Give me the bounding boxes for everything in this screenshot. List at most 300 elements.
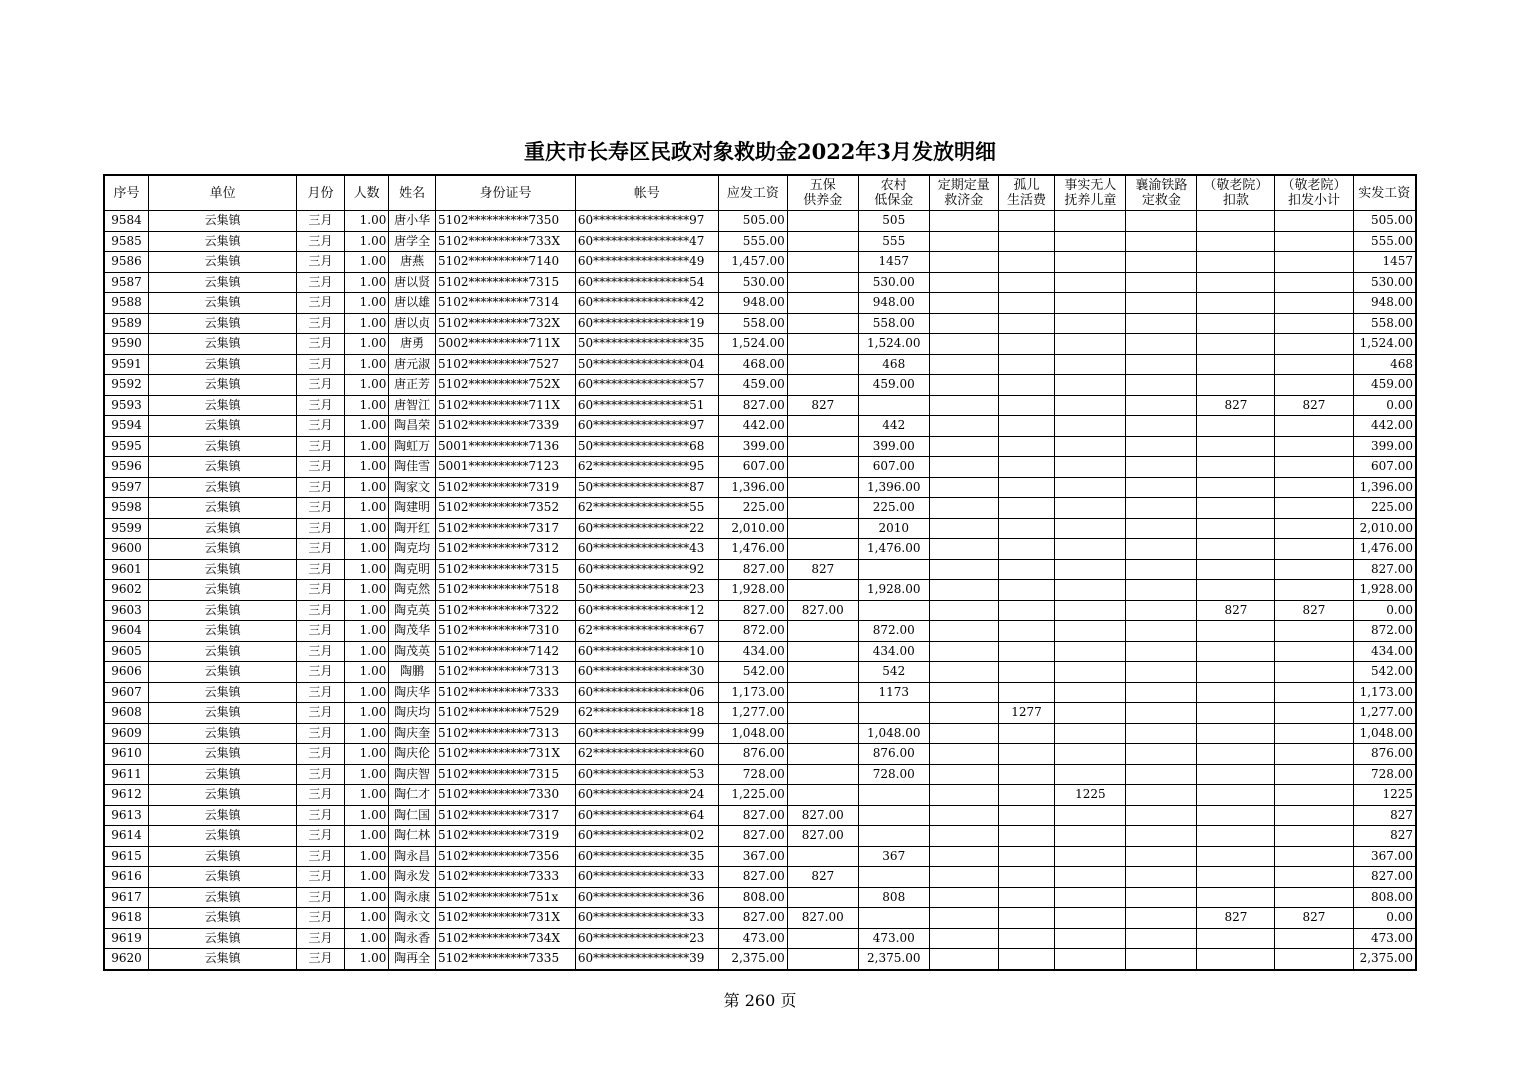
table-cell [929, 231, 998, 252]
table-cell: 9610 [104, 744, 149, 765]
table-cell: 1.00 [344, 559, 389, 580]
table-cell: 555.00 [718, 231, 787, 252]
table-cell: 1,173.00 [1353, 682, 1416, 703]
table-cell: 876.00 [1353, 744, 1416, 765]
table-cell [929, 436, 998, 457]
table-row [104, 293, 1416, 314]
table-cell [858, 785, 929, 806]
table-cell: 728.00 [718, 764, 787, 785]
table-cell [1197, 826, 1275, 847]
table-cell [1197, 928, 1275, 949]
table-cell: 60****************35 [575, 846, 718, 867]
table-cell: 60****************64 [575, 805, 718, 826]
table-cell [1126, 231, 1197, 252]
table-cell: 827 [1197, 600, 1275, 621]
table-cell: 1,524.00 [1353, 334, 1416, 355]
table-cell [998, 477, 1055, 498]
table-cell: 50****************35 [575, 334, 718, 355]
table-cell: 三月 [297, 641, 345, 662]
table-cell: 1,173.00 [718, 682, 787, 703]
table-cell [998, 395, 1055, 416]
table-row [104, 682, 1416, 703]
table-cell: 1,457.00 [718, 252, 787, 273]
table-cell: 555.00 [1353, 231, 1416, 252]
table-row [104, 621, 1416, 642]
table-cell: 陶建明 [389, 498, 436, 519]
table-cell: 225.00 [1353, 498, 1416, 519]
table-row [104, 785, 1416, 806]
table-cell: 1225 [1055, 785, 1126, 806]
table-cell [1055, 395, 1126, 416]
table-cell: 60****************19 [575, 313, 718, 334]
table-cell [1197, 518, 1275, 539]
table-cell [1126, 703, 1197, 724]
table-cell [1126, 867, 1197, 888]
table-cell [787, 621, 858, 642]
table-cell [1055, 375, 1126, 396]
table-cell [787, 231, 858, 252]
table-cell [1055, 293, 1126, 314]
table-cell [1055, 211, 1126, 232]
table-cell [929, 416, 998, 437]
table-cell [787, 744, 858, 765]
table-cell: 5102**********732X [436, 313, 576, 334]
table-cell: 827 [1275, 600, 1353, 621]
table-cell [1275, 723, 1353, 744]
table-cell [929, 477, 998, 498]
document-title: 重庆市长寿区民政对象救助金2022年3月发放明细 [523, 139, 997, 164]
table-cell: 530.00 [858, 272, 929, 293]
table-cell [929, 518, 998, 539]
table-cell: 云集镇 [149, 252, 297, 273]
table-cell: 云集镇 [149, 908, 297, 929]
table-cell [929, 600, 998, 621]
table-cell [1055, 518, 1126, 539]
table-cell [858, 559, 929, 580]
table-cell: 9606 [104, 662, 149, 683]
table-cell [1275, 436, 1353, 457]
table-cell: 5102**********7314 [436, 293, 576, 314]
table-cell [1197, 723, 1275, 744]
table-cell: 云集镇 [149, 293, 297, 314]
table-cell: 876.00 [718, 744, 787, 765]
table-row [104, 764, 1416, 785]
table-cell: 225.00 [858, 498, 929, 519]
table-cell [787, 682, 858, 703]
table-cell: 2,010.00 [718, 518, 787, 539]
table-cell [1055, 498, 1126, 519]
table-cell [1275, 559, 1353, 580]
table-cell: 9591 [104, 354, 149, 375]
table-cell: 三月 [297, 231, 345, 252]
table-cell [787, 354, 858, 375]
table-cell: 473.00 [1353, 928, 1416, 949]
table-cell: 62****************18 [575, 703, 718, 724]
table-cell: 872.00 [858, 621, 929, 642]
table-cell [1275, 252, 1353, 273]
table-cell: 陶鹏 [389, 662, 436, 683]
table-header-row [104, 175, 1416, 211]
table-cell [1275, 293, 1353, 314]
table-cell: 陶佳雪 [389, 457, 436, 478]
table-cell [1126, 908, 1197, 929]
table-cell [787, 928, 858, 949]
table-cell [787, 457, 858, 478]
table-cell: 唐元淑 [389, 354, 436, 375]
table-row [104, 723, 1416, 744]
table-cell [1055, 703, 1126, 724]
table-cell: 468 [858, 354, 929, 375]
table-cell: 5102**********7317 [436, 805, 576, 826]
table-cell [998, 211, 1055, 232]
column-header: 五保 供养金 [787, 175, 858, 211]
table-cell: 陶仁林 [389, 826, 436, 847]
table-cell [1275, 313, 1353, 334]
table-cell [1126, 498, 1197, 519]
table-cell: 1,225.00 [718, 785, 787, 806]
table-cell [998, 887, 1055, 908]
table-cell [787, 313, 858, 334]
table-cell: 三月 [297, 846, 345, 867]
table-row [104, 457, 1416, 478]
table-cell: 0.00 [1353, 395, 1416, 416]
table-cell [1197, 293, 1275, 314]
table-cell: 827.00 [718, 805, 787, 826]
table-cell [1126, 887, 1197, 908]
table-cell: 5102**********7333 [436, 682, 576, 703]
table-cell [1126, 395, 1197, 416]
table-cell [1126, 354, 1197, 375]
table-cell [1275, 703, 1353, 724]
table-cell: 9611 [104, 764, 149, 785]
table-cell: 5102**********7310 [436, 621, 576, 642]
table-cell [1197, 621, 1275, 642]
table-cell [1197, 354, 1275, 375]
table-cell: 62****************55 [575, 498, 718, 519]
table-cell [1126, 334, 1197, 355]
table-cell: 1,928.00 [858, 580, 929, 601]
table-cell [787, 764, 858, 785]
table-cell: 云集镇 [149, 744, 297, 765]
table-cell: 827.00 [1353, 867, 1416, 888]
table-cell [1126, 477, 1197, 498]
table-cell: 唐学全 [389, 231, 436, 252]
table-cell: 5102**********7352 [436, 498, 576, 519]
table-cell [787, 477, 858, 498]
table-cell: 云集镇 [149, 559, 297, 580]
table-cell [1055, 436, 1126, 457]
table-cell: 1,524.00 [718, 334, 787, 355]
table-cell [998, 908, 1055, 929]
table-cell: 607.00 [718, 457, 787, 478]
table-cell: 434.00 [718, 641, 787, 662]
table-cell: 云集镇 [149, 682, 297, 703]
table-cell: 9616 [104, 867, 149, 888]
table-cell [1197, 641, 1275, 662]
table-cell: 9586 [104, 252, 149, 273]
table-cell: 9587 [104, 272, 149, 293]
table-cell [929, 580, 998, 601]
table-cell: 1.00 [344, 600, 389, 621]
table-cell: 1.00 [344, 395, 389, 416]
table-cell: 1.00 [344, 211, 389, 232]
table-cell [1197, 744, 1275, 765]
table-cell [1055, 744, 1126, 765]
table-cell [858, 908, 929, 929]
table-cell [1275, 785, 1353, 806]
table-cell [1197, 539, 1275, 560]
table-cell [1197, 457, 1275, 478]
table-cell: 1.00 [344, 252, 389, 273]
table-cell: 1.00 [344, 764, 389, 785]
table-cell: 434.00 [1353, 641, 1416, 662]
table-cell: 459.00 [1353, 375, 1416, 396]
table-cell: 5102**********7529 [436, 703, 576, 724]
table-cell: 三月 [297, 457, 345, 478]
table-cell [1055, 477, 1126, 498]
column-header: （敬老院） 扣发小计 [1275, 175, 1353, 211]
table-cell [1197, 846, 1275, 867]
table-cell [929, 908, 998, 929]
table-cell: 三月 [297, 416, 345, 437]
table-cell [858, 805, 929, 826]
table-cell: 542.00 [718, 662, 787, 683]
table-cell [929, 539, 998, 560]
table-cell: 5102**********751x [436, 887, 576, 908]
column-header: 襄渝铁路 定救金 [1126, 175, 1197, 211]
table-cell [998, 436, 1055, 457]
table-cell [1055, 846, 1126, 867]
table-cell: 5102**********7312 [436, 539, 576, 560]
table-cell [1275, 764, 1353, 785]
table-cell: 1.00 [344, 703, 389, 724]
table-cell [998, 580, 1055, 601]
table-cell [1055, 272, 1126, 293]
table-row [104, 703, 1416, 724]
table-cell: 唐正芳 [389, 375, 436, 396]
table-row [104, 846, 1416, 867]
table-row [104, 580, 1416, 601]
table-cell: 5102**********7317 [436, 518, 576, 539]
table-cell [1197, 375, 1275, 396]
table-cell [787, 703, 858, 724]
table-cell: 1225 [1353, 785, 1416, 806]
table-cell: 5102**********7350 [436, 211, 576, 232]
table-cell: 468.00 [718, 354, 787, 375]
table-cell: 1.00 [344, 580, 389, 601]
table-cell [1275, 539, 1353, 560]
table-cell [787, 846, 858, 867]
table-cell: 0.00 [1353, 908, 1416, 929]
column-header: 定期定量 救济金 [929, 175, 998, 211]
table-cell [1126, 785, 1197, 806]
table-cell [929, 723, 998, 744]
table-row [104, 908, 1416, 929]
table-cell [929, 764, 998, 785]
table-cell [1055, 559, 1126, 580]
table-cell: 60****************12 [575, 600, 718, 621]
table-cell [998, 805, 1055, 826]
table-cell: 三月 [297, 928, 345, 949]
table-cell [1275, 949, 1353, 970]
table-cell: 云集镇 [149, 764, 297, 785]
table-cell: 827.00 [787, 600, 858, 621]
table-cell [1197, 785, 1275, 806]
table-row [104, 334, 1416, 355]
table-row [104, 662, 1416, 683]
table-row [104, 231, 1416, 252]
table-cell: 三月 [297, 744, 345, 765]
table-cell [929, 293, 998, 314]
table-cell: 728.00 [1353, 764, 1416, 785]
table-cell [929, 395, 998, 416]
table-cell [1055, 457, 1126, 478]
table-cell [1275, 231, 1353, 252]
table-cell [1197, 477, 1275, 498]
table-cell: 三月 [297, 293, 345, 314]
table-cell: 9592 [104, 375, 149, 396]
table-cell: 5102**********7322 [436, 600, 576, 621]
table-cell: 云集镇 [149, 723, 297, 744]
table-cell: 三月 [297, 682, 345, 703]
table-cell: 陶克英 [389, 600, 436, 621]
table-cell [787, 518, 858, 539]
table-cell: 9601 [104, 559, 149, 580]
table-cell: 三月 [297, 272, 345, 293]
table-cell [998, 600, 1055, 621]
table-cell: 1.00 [344, 334, 389, 355]
table-cell: 9604 [104, 621, 149, 642]
table-cell [1126, 211, 1197, 232]
table-cell: 三月 [297, 498, 345, 519]
table-cell: 9617 [104, 887, 149, 908]
table-cell [1197, 436, 1275, 457]
table-cell [998, 375, 1055, 396]
table-cell: 60****************06 [575, 682, 718, 703]
table-cell: 225.00 [718, 498, 787, 519]
table-cell: 62****************95 [575, 457, 718, 478]
table-cell: 5102**********752X [436, 375, 576, 396]
column-header: 月份 [297, 175, 345, 211]
table-cell: 云集镇 [149, 395, 297, 416]
table-cell: 9596 [104, 457, 149, 478]
column-header: 单位 [149, 175, 297, 211]
table-cell [1126, 580, 1197, 601]
table-cell [998, 272, 1055, 293]
table-cell: 9594 [104, 416, 149, 437]
table-cell: 云集镇 [149, 416, 297, 437]
table-row [104, 211, 1416, 232]
table-cell [1275, 272, 1353, 293]
table-cell: 50****************23 [575, 580, 718, 601]
table-cell: 948.00 [858, 293, 929, 314]
table-cell: 陶克明 [389, 559, 436, 580]
table-cell: 云集镇 [149, 600, 297, 621]
column-header: 孤儿 生活费 [998, 175, 1055, 211]
table-cell [998, 518, 1055, 539]
table-cell: 9585 [104, 231, 149, 252]
table-row [104, 272, 1416, 293]
table-cell: 三月 [297, 826, 345, 847]
table-cell: 三月 [297, 375, 345, 396]
table-cell [929, 785, 998, 806]
table-cell: 1.00 [344, 662, 389, 683]
table-cell: 唐以贤 [389, 272, 436, 293]
table-cell [787, 641, 858, 662]
table-cell: 505.00 [1353, 211, 1416, 232]
column-header: 人数 [344, 175, 389, 211]
table-cell [998, 559, 1055, 580]
table-cell: 1.00 [344, 908, 389, 929]
table-cell [1055, 539, 1126, 560]
table-cell [1055, 908, 1126, 929]
table-cell: 5102**********7518 [436, 580, 576, 601]
table-row [104, 887, 1416, 908]
table-cell [1055, 641, 1126, 662]
table-cell: 459.00 [718, 375, 787, 396]
table-cell: 5102**********7333 [436, 867, 576, 888]
table-cell: 唐小华 [389, 211, 436, 232]
table-cell [1197, 334, 1275, 355]
table-cell: 三月 [297, 805, 345, 826]
table-cell: 60****************53 [575, 764, 718, 785]
table-cell: 827.00 [787, 805, 858, 826]
table-cell [1197, 867, 1275, 888]
table-cell: 2,375.00 [718, 949, 787, 970]
table-cell [1055, 928, 1126, 949]
table-cell: 367.00 [1353, 846, 1416, 867]
table-cell: 5102**********7330 [436, 785, 576, 806]
table-cell: 陶仁国 [389, 805, 436, 826]
table-cell: 陶永文 [389, 908, 436, 929]
table-cell: 9612 [104, 785, 149, 806]
table-cell: 云集镇 [149, 785, 297, 806]
table-cell [998, 662, 1055, 683]
table-cell [1126, 764, 1197, 785]
table-cell: 399.00 [1353, 436, 1416, 457]
table-cell [998, 313, 1055, 334]
table-cell: 60****************43 [575, 539, 718, 560]
table-cell: 云集镇 [149, 641, 297, 662]
table-cell: 9597 [104, 477, 149, 498]
table-cell: 1,277.00 [718, 703, 787, 724]
table-cell: 1.00 [344, 436, 389, 457]
table-cell: 1.00 [344, 846, 389, 867]
table-cell: 陶庆奎 [389, 723, 436, 744]
table-cell: 云集镇 [149, 887, 297, 908]
table-row [104, 395, 1416, 416]
table-cell: 9602 [104, 580, 149, 601]
table-cell: 三月 [297, 252, 345, 273]
table-cell [1126, 949, 1197, 970]
table-cell: 云集镇 [149, 334, 297, 355]
table-cell: 607.00 [1353, 457, 1416, 478]
table-cell: 云集镇 [149, 272, 297, 293]
table-cell: 60****************24 [575, 785, 718, 806]
table-cell: 607.00 [858, 457, 929, 478]
table-cell [998, 621, 1055, 642]
table-cell: 1,048.00 [718, 723, 787, 744]
table-cell: 827.00 [718, 600, 787, 621]
table-row [104, 949, 1416, 970]
table-cell: 948.00 [1353, 293, 1416, 314]
table-cell [929, 252, 998, 273]
table-cell: 2,375.00 [1353, 949, 1416, 970]
table-cell: 1.00 [344, 867, 389, 888]
table-row [104, 436, 1416, 457]
table-cell [1275, 354, 1353, 375]
table-cell [1055, 764, 1126, 785]
